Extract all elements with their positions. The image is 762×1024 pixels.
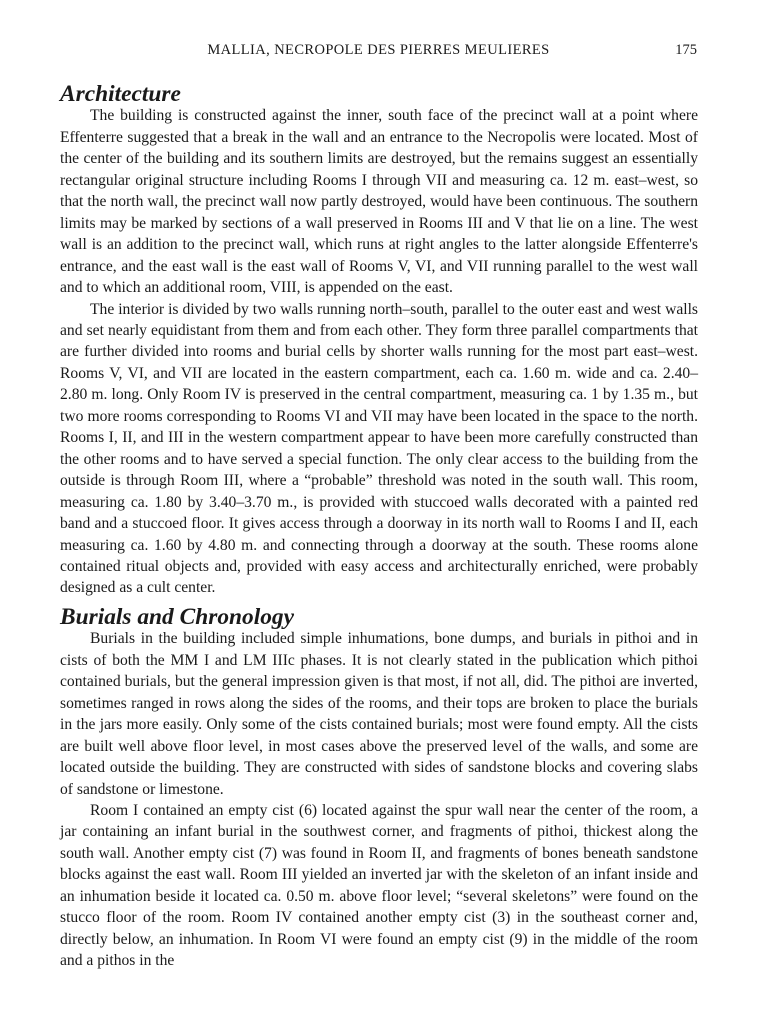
paragraph: The interior is divided by two walls running north–south, parallel to the outer east and west walls and set nearly equidistant from them and from each other. They form three parallel compartments that are further divided into rooms and burial cells by shorter walls running for the most part east–west. Rooms V, VI, and VII are located in the eastern compartment, each ca. 1.60 m. wide and ca. 2.40–2.80 m. long. Only Room IV is preserved in the central compartment, measuring ca. 1 by 1.35 m., but two more rooms corresponding to Rooms VI and VII may have been located in the space to the north. Rooms I, II, and III in the western compartment appear to have been more carefully constructed than the other rooms and to have served a special function. The only clear access to the building from the outside is through Room III, where a “probable” threshold was noted in the south wall. This room, measuring ca. 1.80 by 3.40–3.70 m., is provided with stuccoed walls decorated with a painted red band and a stuccoed floor. It gives access through a doorway in its north wall to Rooms I and II, each measuring ca. 1.60 by 4.80 m. and connecting through a doorway at the south. These rooms alone contained ritual objects and, provided with easy access and architecturally enriched, were probably designed as a cult center.	[60, 300, 698, 597]
page-number: 175	[675, 42, 697, 58]
paragraph: Room I contained an empty cist (6) located against the spur wall near the center of the room, a jar containing an infant burial in the southwest corner, and fragments of pithoi, thickest along the south wall. Another empty cist (7) was found in Room II, and fragments of bones beneath sandstone blocks against the east wall. Room III yielded an inverted jar with the skeleton of an infant inside and an inhumation beside it located ca. 0.50 m. above floor level; “several skeletons” were found on the stucco floor of the room. Room IV contained another empty cist (3) in the southeast corner and, directly below, an inhumation. In Room VI were found an empty cist (9) in the middle of the room and a pithos in the	[60, 801, 698, 970]
paragraph: The building is constructed against the inner, south face of the precinct wall at a point where Effenterre suggested that a break in the wall and an entrance to the Necropolis were located. Most of the center of the building and its southern limits are destroyed, but the remains suggest an essentially rectangular original structure including Rooms I through VII and measuring ca. 12 m. east–west, so that the north wall, the precinct wall now partly destroyed, would have been continuous. The southern limits may be marked by sections of a wall preserved in Rooms III and V that lie on a line. The west wall is an addition to the precinct wall, which runs at right angles to the latter alongside Effenterre's entrance, and the east wall is the east wall of Rooms V, VI, and VII running parallel to the west wall and to which an additional room, VIII, is appended on the east.	[60, 107, 698, 297]
section-heading-burials-and-chronology: Burials and Chronology	[60, 603, 294, 630]
section-heading-architecture: Architecture	[60, 81, 181, 107]
running-title: MALLIA, NECROPOLE DES PIERRES MEULIERES	[207, 42, 550, 58]
paragraph: Burials in the building included simple inhumations, bone dumps, and burials in pithoi and in cists of both the MM I and LM IIIc phases. It is not clearly stated in the publication which pithoi contained burials, but the general impression given is that most, if not all, did. The pithoi are inverted, sometimes ranged in rows along the sides of the rooms, and their tops are broken to place the burials in the jars more easily. Only some of the cists contained burials; most were found empty. All the cists are built well above floor level, in most cases above the preserved level of the walls, and some are located outside the building. They are constructed with sides of sandstone blocks and covering slabs of sandstone or limestone.	[60, 630, 698, 798]
body-text	[60, 81, 698, 972]
running-head	[60, 42, 697, 64]
